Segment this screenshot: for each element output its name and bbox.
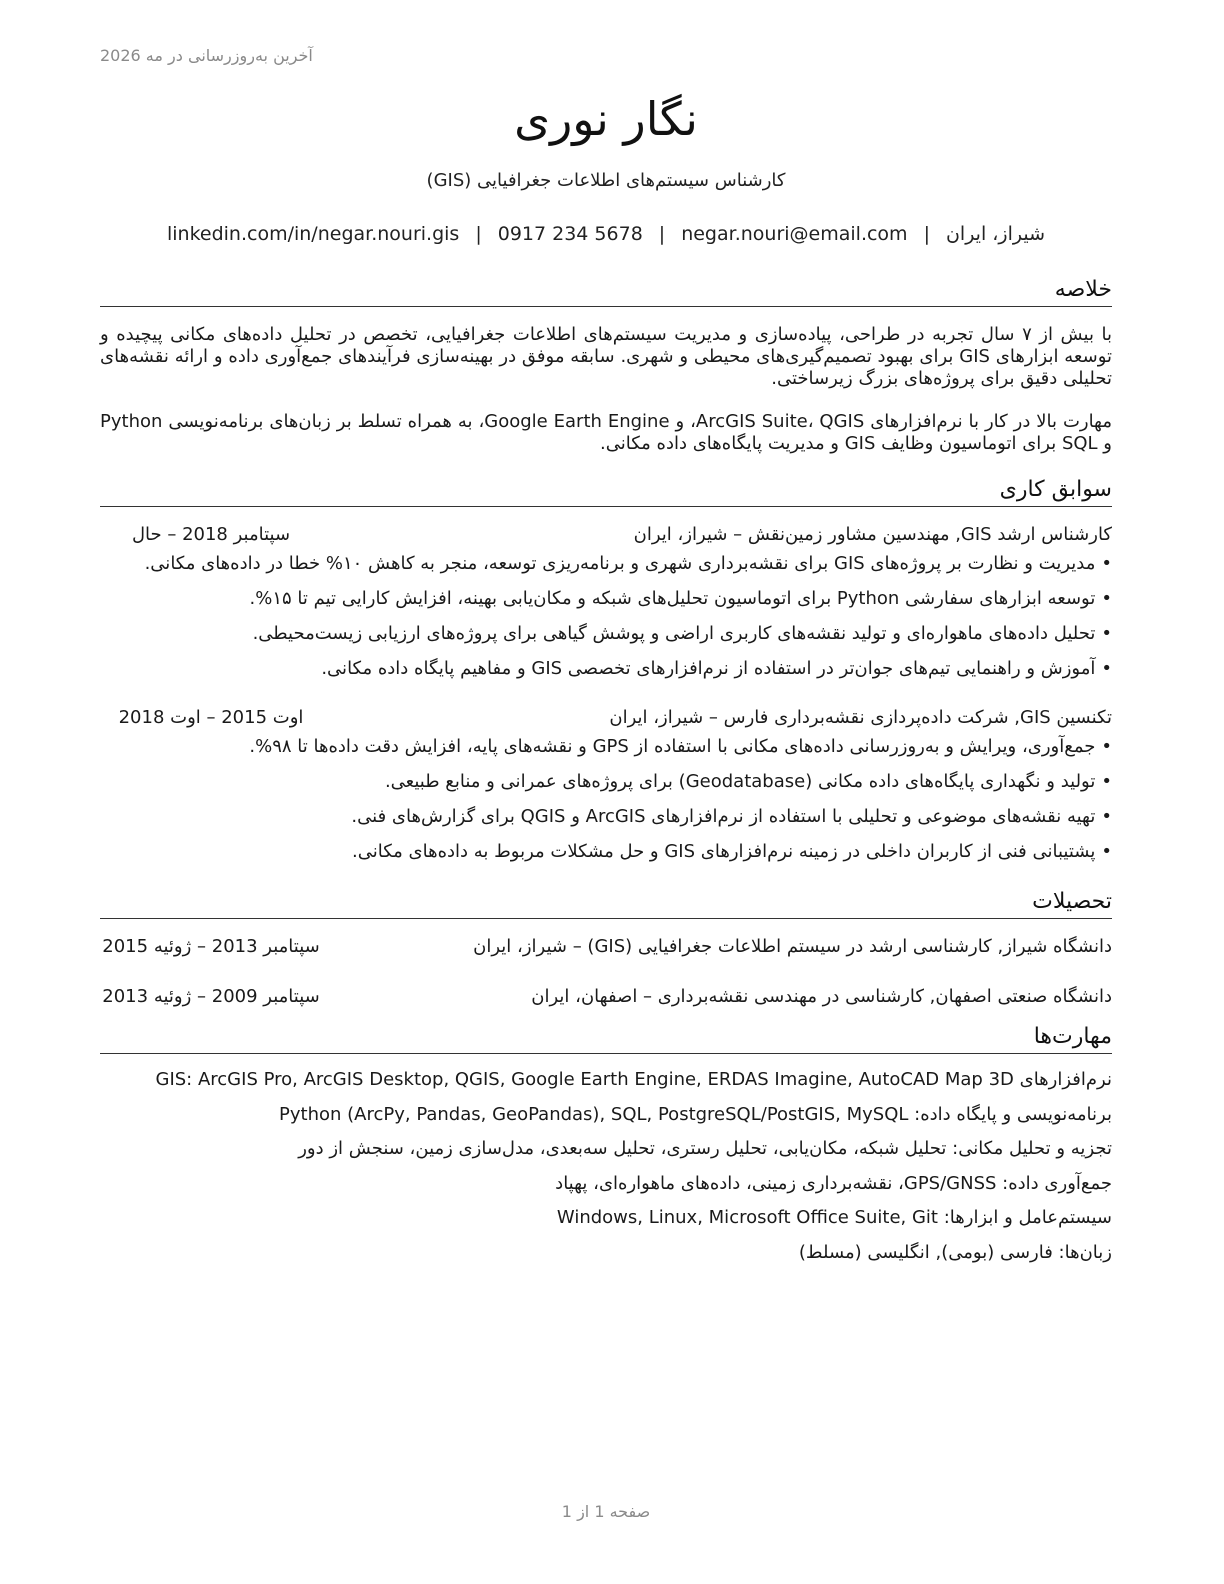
experience-section [100, 476, 1112, 876]
list-item: •جمع‌آوری، ویرایش و به‌روزرسانی داده‌های مکانی با استفاده از GPS و نقشه‌های پایه، افزایش دقت داده‌ها تا ۹۸%. [249, 736, 1112, 757]
last-updated: آخرین به‌روزرسانی در مه 2026 [100, 46, 313, 65]
job-title-line: کارشناس ارشد GIS, مهندسین مشاور زمین‌نقش – شیراز، ایران [633, 524, 1112, 545]
education-section [100, 888, 1112, 1008]
skill-line: تجزیه و تحلیل مکانی: تحلیل شبکه، مکان‌یابی، تحلیل رستری، تحلیل سه‌بعدی، مدل‌سازی زمین، سنجش از دور [298, 1138, 1112, 1160]
experience-heading: سوابق کاری [100, 476, 1112, 507]
contact-separator: | [923, 223, 930, 245]
job-bullets [100, 553, 1112, 693]
job-entry [100, 524, 1112, 693]
education-entry [100, 986, 1112, 1008]
job-title-line: تکنسین GIS, شرکت داده‌پردازی نقشه‌برداری فارس – شیراز، ایران [609, 707, 1112, 728]
list-item: •تحلیل داده‌های ماهواره‌ای و تولید نقشه‌های کاربری اراضی و پوشش گیاهی برای پروژه‌های ارزیابی زیست‌محیطی. [252, 623, 1112, 644]
job-entry [100, 707, 1112, 876]
education-heading: تحصیلات [100, 888, 1112, 919]
job-bullets [100, 736, 1112, 876]
job-header [100, 707, 1112, 729]
contact-line [100, 223, 1112, 245]
job-dates: اوت 2015 – اوت 2018 [118, 707, 304, 728]
skill-line: نرم‌افزارهای GIS: ArcGIS Pro, ArcGIS Desktop, QGIS, Google Earth Engine, ERDAS Imagine, AutoCAD Map 3D [155, 1069, 1112, 1090]
job-header [100, 524, 1112, 546]
list-item: •آموزش و راهنمایی تیم‌های جوان‌تر در استفاده از نرم‌افزارهای تخصصی GIS و مفاهیم پایگاه داده مکانی. [321, 658, 1112, 679]
skills-heading: مهارت‌ها [100, 1023, 1112, 1054]
summary-section [100, 276, 1112, 455]
contact-location: شیراز، ایران [945, 223, 1046, 245]
skill-line: برنامه‌نویسی و پایگاه داده: Python (ArcPy, Pandas, GeoPandas), SQL, PostgreSQL/PostGIS, MySQL [279, 1103, 1112, 1125]
list-item: •توسعه ابزارهای سفارشی Python برای اتوماسیون تحلیل‌های شبکه و مکان‌یابی بهینه، افزایش کارایی تیم تا ۱۵%. [249, 588, 1112, 609]
education-text: دانشگاه شیراز, کارشناسی ارشد در سیستم اطلاعات جغرافیایی (GIS) – شیراز، ایران [473, 936, 1112, 957]
job-title: کارشناس سیستم‌های اطلاعات جغرافیایی (GIS) [426, 170, 786, 191]
job-dates: سپتامبر 2018 – حال [131, 524, 291, 545]
contact-separator: | [658, 223, 666, 245]
education-entry [100, 936, 1112, 958]
skills-list [100, 1069, 1112, 1277]
skill-line: سیستم‌عامل و ابزارها: Windows, Linux, Microsoft Office Suite, Git [556, 1207, 1112, 1229]
contact-separator: | [475, 223, 482, 245]
summary-paragraph: مهارت بالا در کار با نرم‌افزارهای ArcGIS Suite، QGIS، و Google Earth Engine، به همراه تسلط بر زبان‌های برنامه‌نویسی Python و SQL برای اتوماسیون وظایف GIS و مدیریت پایگاه‌های داده مکانی. [100, 411, 1113, 454]
skill-line: زبان‌ها: فارسی (بومی), انگلیسی (مسلط) [798, 1241, 1112, 1263]
skill-line: جمع‌آوری داده: GPS/GNSS، نقشه‌برداری زمینی، داده‌های ماهواره‌ای، پهپاد [555, 1172, 1112, 1194]
list-item: •مدیریت و نظارت بر پروژه‌های GIS برای نقشه‌برداری شهری و برنامه‌ریزی توسعه، منجر به کاهش ۱۰% خطا در داده‌های مکانی. [144, 553, 1112, 574]
education-dates: سپتامبر 2009 – ژوئیه 2013 [102, 986, 320, 1007]
list-item: •تهیه نقشه‌های موضوعی و تحلیلی با استفاده از نرم‌افزارهای ArcGIS و QGIS برای گزارش‌های فنی. [351, 806, 1112, 827]
summary-heading: خلاصه [100, 276, 1112, 307]
education-dates: سپتامبر 2013 – ژوئیه 2015 [102, 936, 320, 957]
resume-page [100, 0, 1112, 1584]
contact-linkedin[interactable]: linkedin.com/in/negar.nouri.gis [166, 223, 460, 245]
page-number: صفحه 1 از 1 [561, 1502, 651, 1521]
skills-section [100, 1023, 1112, 1277]
candidate-name: نگار نوری [514, 92, 698, 146]
contact-email[interactable]: negar.nouri@email.com [681, 223, 908, 245]
contact-phone: 0917 234 5678 [497, 223, 643, 245]
list-item: •تولید و نگهداری پایگاه‌های داده مکانی (Geodatabase) برای پروژه‌های عمرانی و منابع طبیعی. [384, 771, 1112, 792]
summary-paragraph: با بیش از ۷ سال تجربه در طراحی، پیاده‌سازی و مدیریت سیستم‌های اطلاعات جغرافیایی، تخصص در تحلیل داده‌های مکانی پیچیده و توسعه ابزارهای GIS برای بهبود تصمیم‌گیری‌های محیطی و شهری. سابقه موفق در بهینه‌سازی فرآیندهای جمع‌آوری داده و ارائه نقشه‌های تحلیلی دقیق برای پروژه‌های بزرگ زیرساختی. [100, 324, 1113, 389]
list-item: •پشتیبانی فنی از کاربران داخلی در زمینه نرم‌افزارهای GIS و حل مشکلات مربوط به داده‌های مکانی. [352, 841, 1112, 862]
education-text: دانشگاه صنعتی اصفهان, کارشناسی در مهندسی نقشه‌برداری – اصفهان، ایران [531, 986, 1112, 1007]
